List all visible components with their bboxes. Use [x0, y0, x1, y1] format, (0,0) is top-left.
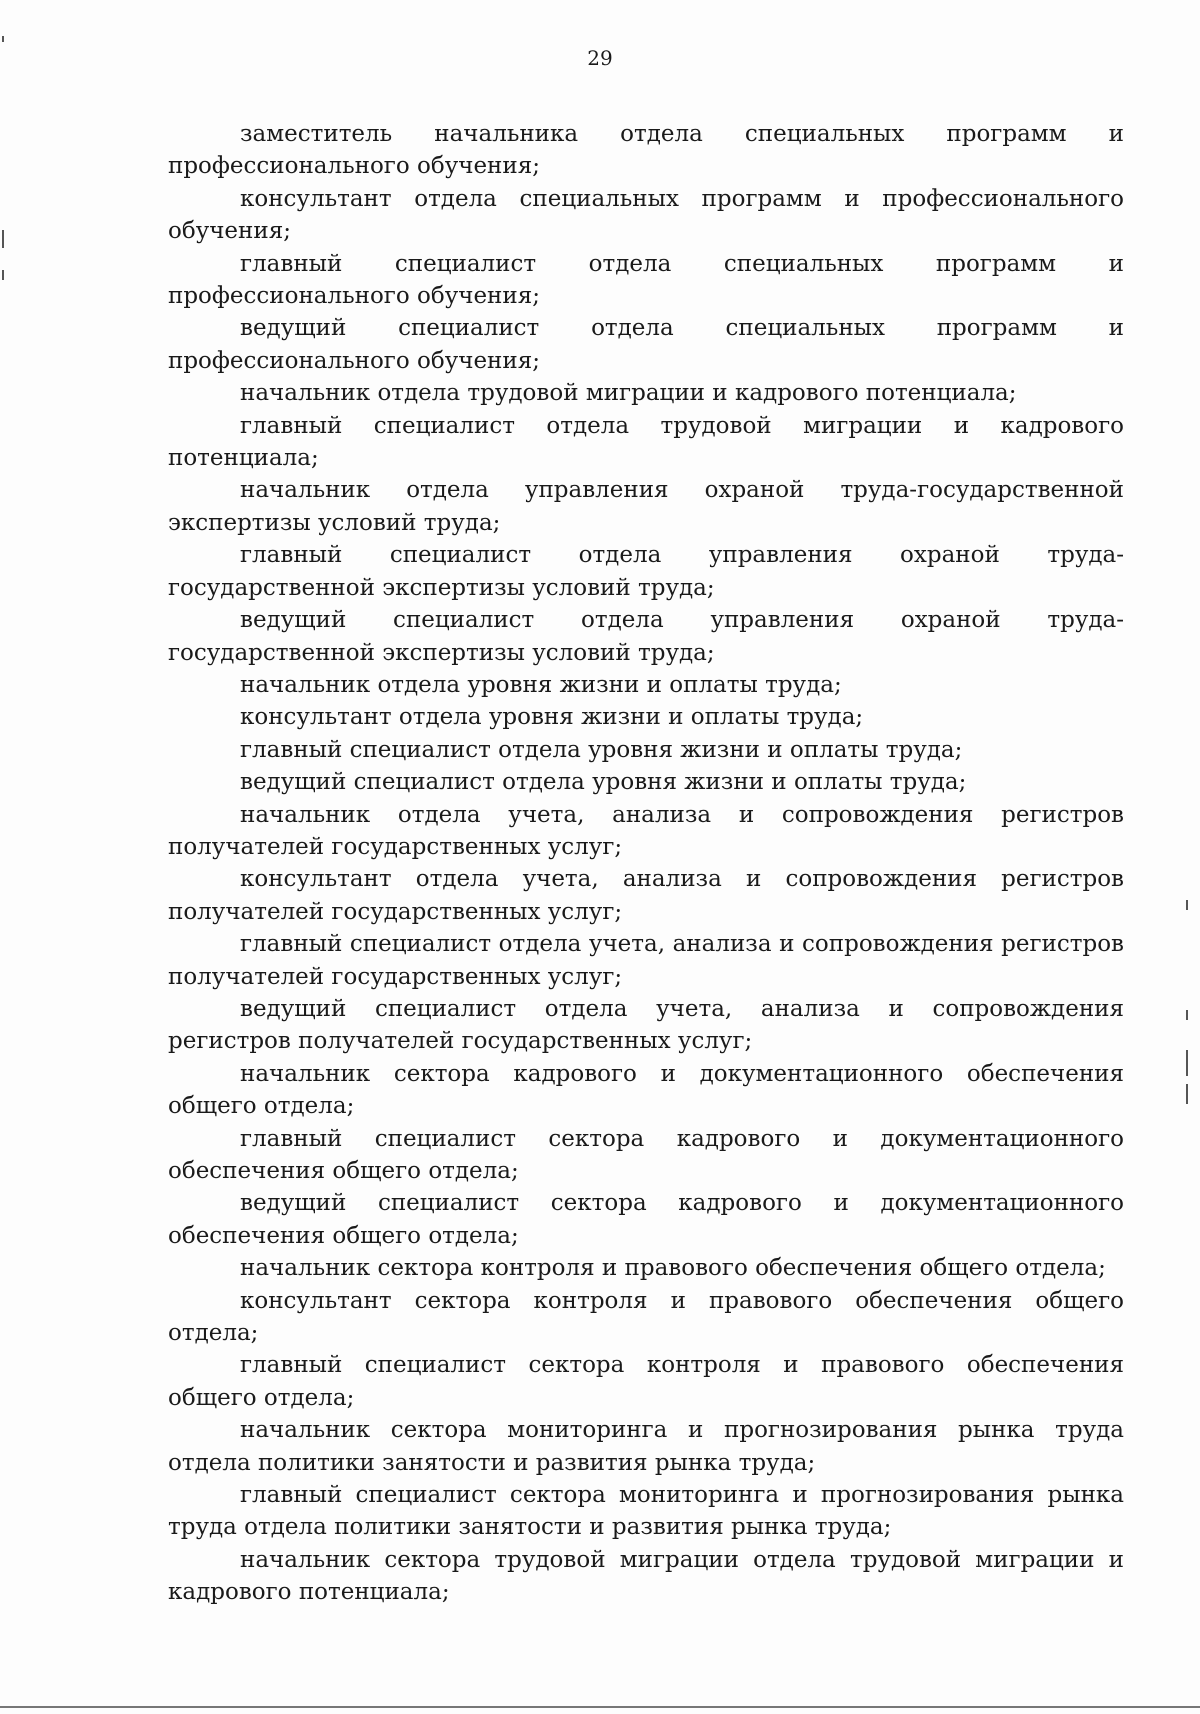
scan-margin-mark: [1186, 1084, 1188, 1104]
list-item: ведущий специалист отдела специальных программ и профессионального обучения;: [168, 315, 1124, 374]
list-item: ведущий специалист отдела управления охраной труда-государственной экспертизы условий труда;: [168, 607, 1124, 666]
list-item: главный специалист сектора контроля и правового обеспечения общего отдела;: [168, 1352, 1124, 1411]
scan-margin-mark: [2, 270, 4, 280]
scan-margin-mark: [1186, 1050, 1188, 1076]
scan-margin-mark: [2, 36, 4, 42]
page-number: 29: [587, 46, 613, 70]
list-item: главный специалист отдела уровня жизни и оплаты труда;: [240, 736, 963, 763]
list-item: заместитель начальника отдела специальных программ и профессионального обучения;: [168, 121, 1124, 180]
list-item: главный специалист сектора кадрового и документационного обеспечения общего отдела;: [168, 1125, 1124, 1184]
list-item: консультант отдела уровня жизни и оплаты труда;: [240, 704, 864, 731]
list-item: главный специалист отдела трудовой миграции и кадрового потенциала;: [168, 412, 1124, 472]
list-item: ведущий специалист отдела уровня жизни и оплаты труда;: [240, 769, 967, 796]
list-item: консультант отдела учета, анализа и сопровождения регистров получателей государственных услуг;: [168, 866, 1124, 925]
list-item: ведущий специалист отдела учета, анализа и сопровождения регистров получателей государственных услуг;: [168, 995, 1124, 1055]
list-item: начальник отдела управления охраной труда-государственной экспертизы условий труда;: [168, 477, 1124, 536]
list-item: главный специалист отдела учета, анализа и сопровождения регистров получателей государственных услуг;: [168, 931, 1124, 990]
list-item: главный специалист сектора мониторинга и прогнозирования рынка труда отдела политики занятости и развития рынка труда;: [168, 1482, 1124, 1541]
list-item: главный специалист отдела специальных программ и профессионального обучения;: [168, 250, 1124, 310]
list-item: начальник сектора мониторинга и прогнозирования рынка труда отдела политики занятости и развития рынка труда;: [168, 1417, 1124, 1476]
list-item: начальник сектора трудовой миграции отдела трудовой миграции и кадрового потенциала;: [168, 1546, 1124, 1606]
scan-bottom-edge: [0, 1706, 1200, 1708]
list-item: главный специалист отдела управления охраной труда-государственной экспертизы условий труда;: [168, 542, 1124, 601]
position-list: [168, 118, 1124, 1609]
scan-margin-mark: [2, 230, 4, 248]
list-item: консультант отдела специальных программ и профессионального обучения;: [168, 185, 1124, 245]
scan-margin-mark: [1186, 900, 1188, 910]
list-item: начальник сектора контроля и правового обеспечения общего отдела;: [240, 1255, 1106, 1282]
list-item: ведущий специалист сектора кадрового и документационного обеспечения общего отдела;: [168, 1190, 1124, 1249]
scan-margin-mark: [1186, 1010, 1188, 1020]
list-item: начальник отдела учета, анализа и сопровождения регистров получателей государственных услуг;: [168, 801, 1124, 860]
list-item: начальник отдела трудовой миграции и кадрового потенциала;: [240, 380, 1017, 407]
list-item: консультант сектора контроля и правового обеспечения общего отдела;: [168, 1287, 1124, 1347]
list-item: начальник сектора кадрового и документационного обеспечения общего отдела;: [168, 1060, 1124, 1120]
list-item: начальник отдела уровня жизни и оплаты труда;: [240, 671, 842, 698]
